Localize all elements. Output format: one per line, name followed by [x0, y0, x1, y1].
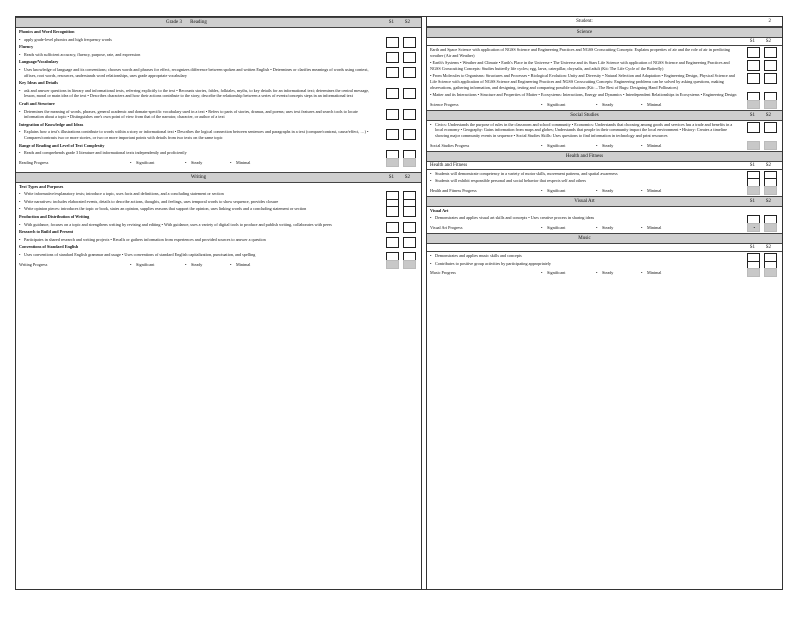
progress-cell-s2[interactable] — [403, 260, 416, 269]
progress-label: Music Progress — [430, 270, 456, 276]
grade-label: Grade 3 — [166, 20, 182, 25]
progress-minimal: Minimal — [647, 142, 662, 148]
bullet-dot: • — [641, 101, 643, 107]
bullet-dot: • — [641, 187, 643, 193]
progress-significant: Significant — [136, 159, 155, 165]
progress-label: Visual Art Progress — [430, 224, 463, 230]
s1-label: S1 — [388, 20, 394, 25]
reading-body — [16, 28, 421, 157]
s1-label: S1 — [749, 112, 755, 118]
standard-item: • Explains how a text's illustrations contribute to words within a story or informational text • Describes the logical connection between sentences and paragraphs in a text (compare/contrast, cause/effect, …) • Compares/contrasts two or more stories, or two or more important points with details from two texts on the same topic — [16, 128, 421, 141]
bullet-dot: • — [130, 159, 132, 165]
standard-row — [427, 46, 782, 59]
s1-label: S1 — [749, 198, 755, 204]
standard-row — [427, 72, 782, 91]
student-header — [427, 17, 782, 27]
grade-box-s1[interactable] — [386, 109, 399, 120]
progress-cell-s1[interactable] — [386, 260, 399, 269]
progress-steady: Steady — [191, 159, 203, 165]
progress-steady: Steady — [602, 187, 614, 193]
standard-item: • apply grade-level phonics and high frequency words — [16, 36, 421, 44]
writing-title: Writing — [190, 174, 207, 180]
standard-row — [16, 149, 421, 157]
progress-cell-s1[interactable] — [747, 186, 760, 195]
visual-art-s1-mark: • — [753, 224, 755, 230]
progress-cell-s2[interactable] — [764, 141, 777, 150]
page-number: 2 — [768, 19, 771, 24]
student-label: Student: — [576, 19, 593, 24]
music-header — [427, 233, 782, 244]
standard-row — [16, 66, 421, 79]
s2-label: S2 — [765, 162, 771, 168]
grade-box-s2[interactable] — [403, 67, 416, 78]
standard-item: • Civics: Understands the purpose of rules in the classroom and school community • Economics: Understands that choosing among goods and services has a trade and benefits in a local economy • Geography: Gains information from maps and globes; Understands that people in their community impact the local environment • History: Creates a timeline showing major community events in sequence • Social Studies Skills: Uses questions to find information in technology and print resources — [427, 121, 782, 140]
grade-box-s1[interactable] — [747, 73, 760, 84]
visual-art-header — [427, 196, 782, 207]
s2-label: S2 — [765, 39, 771, 44]
standard-row — [16, 190, 421, 198]
standard-block: • Matter and its Interactions • Structure and Properties of Matter • Ecosystems: Interactions, Energy and Dynamics • Interdependent Relationships in Ecosystems • Engineering Design — [430, 92, 737, 98]
bullet-dot: • — [596, 224, 598, 230]
music-title: Music — [578, 235, 591, 241]
progress-steady: Steady — [602, 224, 614, 230]
standard-row — [427, 170, 782, 178]
visual-art-body — [427, 214, 782, 222]
progress-steady: Steady — [602, 270, 614, 276]
grade-box-s2[interactable] — [764, 73, 777, 84]
section-label: Conventions of Standard English — [19, 244, 79, 250]
bullet-dot: • — [641, 142, 643, 148]
progress-cell-s1[interactable] — [386, 158, 399, 167]
standard-row — [16, 128, 421, 141]
standard-block: • From Molecules to Organisms: Structures and Processes • Biological Evolution: Unity and Diversity • Natural Selection and Adaptation • Engineering Design, Physical Science and Life Science with application of NGSS Science and Engineering Practices and NGSS Crosscutting Concepts: Engineering problems can be solved by asking questions, making observations, gathering information, and designing, testing and comparing possible solutions (Kit: – The Best of Bugs: Designing Hand Pollinators) — [430, 73, 735, 90]
s1-label: S1 — [388, 174, 394, 180]
standard-item: • ask and answer questions in literary and informational texts, referring explicitly to the text • Recounts stories, fables, folktales, myths, to key details for an informational text; determines the central message, lesson, moral or main idea of the text • Describes characters and how their actions contribute to the story; describe the relationship between a series of events/concepts steps in an informational text — [16, 87, 421, 100]
standard-item: • Write opinion pieces: introduces the topic or book, states an opinion, supplies reasons that support the opinion, uses linking words and a concluding statement or section — [16, 205, 421, 213]
music-sem-header — [427, 244, 782, 252]
progress-label: Writing Progress — [19, 261, 48, 267]
section-label: Fluency — [19, 44, 34, 50]
standard-row — [16, 205, 421, 213]
health-progress-row — [427, 185, 782, 196]
standard-row — [16, 198, 421, 206]
progress-minimal: Minimal — [236, 261, 251, 267]
bullet-dot: • — [130, 261, 132, 267]
social-header — [427, 110, 782, 121]
grade-box-s2[interactable] — [403, 88, 416, 99]
grade-box-s2[interactable] — [403, 129, 416, 140]
reading-header — [16, 17, 421, 28]
progress-steady: Steady — [602, 101, 614, 107]
s2-label: S2 — [404, 20, 410, 25]
progress-steady: Steady — [191, 261, 203, 267]
bullet-dot: • — [596, 101, 598, 107]
grade-box-s1[interactable] — [386, 88, 399, 99]
progress-cell-s2[interactable] — [764, 268, 777, 277]
standard-row — [427, 91, 782, 99]
bullet-dot: • — [596, 270, 598, 276]
section-label: Language/Vocabulary — [19, 59, 59, 65]
progress-significant: Significant — [136, 261, 155, 267]
bullet-dot: • — [541, 224, 543, 230]
progress-significant: Significant — [547, 187, 566, 193]
s1-label: S1 — [749, 162, 755, 168]
progress-cell-s1[interactable] — [747, 268, 760, 277]
bullet-dot: • — [596, 187, 598, 193]
standard-item: • Contributes to positive group activities by participating appropriately — [427, 260, 782, 268]
standard-block: Earth and Space Science with application of NGSS Science and Engineering Practices and NGSS Crosscutting Concepts: Explains properties of air and the role of air in predicting weather (Air and Weather) — [430, 47, 731, 58]
standard-row — [16, 251, 421, 259]
bullet-dot: • — [541, 187, 543, 193]
progress-minimal: Minimal — [647, 101, 662, 107]
health-title: Health and Fitness — [565, 153, 604, 159]
standard-item: • Students will exhibit responsible personal and social behavior that respects self and others — [427, 177, 782, 185]
bullet-dot: • — [641, 224, 643, 230]
grade-box-s1[interactable] — [747, 47, 760, 58]
bullet-dot: • — [230, 159, 232, 165]
section-label: Key Ideas and Details — [19, 80, 58, 86]
left-column — [16, 17, 422, 589]
progress-significant: Significant — [547, 270, 566, 276]
standard-item: • Determines the meaning of words, phrases, general academic and domain-specific vocabulary used in a text • Refers to parts of stories, dramas, and poems; uses text features and search tools to locate information about a topic • Distinguishes one's own point of view from that of the narrator, character, or author of a text — [16, 108, 421, 121]
grade-box-s2[interactable] — [764, 47, 777, 58]
standard-item: • Uses knowledge of language and its conventions; chooses words and phrases for effect, recognizes difference between spoken and written English • Determines or clarifies meanings of words using context, affixes, root words, resources, understands word relationships, uses grade appropriate vocabulary — [16, 66, 421, 79]
visual-art-progress-row — [427, 222, 782, 233]
progress-label: Science Progress — [430, 101, 459, 107]
music-body — [427, 252, 782, 267]
writing-progress-row — [16, 259, 421, 270]
report-card-sheet — [15, 16, 783, 590]
health-sublabel: Health and Fitness — [430, 162, 468, 168]
health-body — [427, 170, 782, 185]
bullet-dot: • — [185, 261, 187, 267]
standard-item: • Reads with sufficient accuracy, fluency, purpose, rate, and expression — [16, 51, 421, 59]
progress-label: Reading Progress — [19, 159, 49, 165]
standard-item: • Demonstrates and applies music skills and concepts — [427, 252, 782, 260]
s2-label: S2 — [404, 174, 410, 180]
section-label: Text Types and Purposes — [19, 183, 64, 189]
standard-item: • Reads and comprehends grade 3 literature and informational texts independently and proficiently — [16, 149, 421, 157]
progress-minimal: Minimal — [647, 187, 662, 193]
grade-box-s1[interactable] — [386, 67, 399, 78]
standard-row — [16, 87, 421, 100]
progress-cell-s2[interactable] — [764, 223, 777, 232]
standard-row — [427, 121, 782, 140]
s2-label: S2 — [765, 244, 771, 250]
bullet-dot: • — [185, 159, 187, 165]
standard-row — [16, 236, 421, 244]
science-title: Science — [576, 30, 593, 35]
s1-label: S1 — [749, 244, 755, 250]
social-progress-row — [427, 140, 782, 151]
progress-minimal: Minimal — [647, 224, 662, 230]
grade-box-s1[interactable] — [386, 129, 399, 140]
standard-row — [427, 214, 782, 222]
standard-item: • Uses conventions of standard English grammar and usage • Uses conventions of standard English capitalization, punctuation, and spelling — [16, 251, 421, 259]
social-title: Social Studies — [570, 112, 599, 118]
standard-row — [427, 252, 782, 260]
science-body — [427, 46, 782, 99]
health-header — [427, 151, 782, 162]
progress-significant: Significant — [547, 101, 566, 107]
standard-row — [427, 260, 782, 268]
bullet-dot: • — [541, 270, 543, 276]
progress-minimal: Minimal — [236, 159, 251, 165]
standard-item: • Participates in shared research and writing projects • Recalls or gathers information from experiences and provided sources to answer a question — [16, 236, 421, 244]
s1-label: S1 — [749, 39, 755, 44]
grade-box-s2[interactable] — [764, 122, 777, 133]
visual-art-sublabel: Visual Art — [430, 207, 449, 213]
standard-row — [427, 177, 782, 185]
grade-box-s1[interactable] — [747, 60, 760, 71]
bullet-dot: • — [230, 261, 232, 267]
section-label: Production and Distribution of Writing — [19, 214, 90, 220]
grade-box-s2[interactable] — [403, 109, 416, 120]
reading-title: Reading — [190, 20, 207, 25]
standard-row — [16, 36, 421, 44]
standard-item: • With guidance, focuses on a topic and strengthens writing by revising and editing • With guidance, uses a variety of digital tools to produce and publish writing, collaborates with peers — [16, 221, 421, 229]
bullet-dot: • — [641, 270, 643, 276]
science-header — [427, 27, 782, 38]
section-label: Research to Build and Present — [19, 229, 74, 235]
standard-item: • Write narratives: includes elaborated events, details to describe actions, thoughts, and feelings, uses temporal words to show sequence, provides closure — [16, 198, 421, 206]
standard-row — [16, 51, 421, 59]
right-column — [426, 17, 782, 589]
progress-label: Social Studies Progress — [430, 142, 470, 148]
progress-cell-s1[interactable] — [747, 100, 760, 109]
grade-box-s2[interactable] — [764, 60, 777, 71]
standard-row — [427, 59, 782, 72]
standard-row — [16, 221, 421, 229]
grade-box-s1[interactable] — [747, 122, 760, 133]
health-sem-header — [427, 162, 782, 170]
progress-significant: Significant — [547, 142, 566, 148]
reading-progress-row — [16, 157, 421, 168]
progress-cell-s2[interactable] — [403, 158, 416, 167]
social-body — [427, 121, 782, 140]
visual-art-title: Visual Art — [574, 198, 595, 204]
standard-item: • Demonstrates and applies visual art skills and concepts • Uses creative process in sharing ideas — [427, 214, 782, 222]
progress-label: Health and Fitness Progress — [430, 187, 477, 193]
writing-header — [16, 172, 421, 183]
section-label: Integration of Knowledge and Ideas — [19, 121, 84, 127]
section-label: Range of Reading and Level of Text Complexity — [19, 142, 105, 148]
progress-minimal: Minimal — [647, 270, 662, 276]
s2-label: S2 — [765, 198, 771, 204]
science-sem-header — [427, 38, 782, 46]
writing-body — [16, 183, 421, 259]
standard-item: • Students will demonstrate competency in a variety of motor skills, movement patterns, and spatial awareness — [427, 170, 782, 178]
progress-significant: Significant — [547, 224, 566, 230]
s2-label: S2 — [765, 112, 771, 118]
standard-item: • Write informative/explanatory texts; introduce a topic, uses facts and definitions, and a concluding statement or section — [16, 190, 421, 198]
progress-cell-s2[interactable] — [764, 186, 777, 195]
section-label: Phonics and Word Recognition — [19, 29, 75, 34]
bullet-dot: • — [596, 142, 598, 148]
progress-cell-s1[interactable] — [747, 141, 760, 150]
section-label: Craft and Structure — [19, 100, 55, 106]
standard-block: • Earth's Systems • Weather and Climate • Earth's Place in the Universe • The Universe and its Stars Life Science with application of NGSS Science and Engineering Practices and NGSS Crosscutting Concepts: Studies butterfly life cycles; egg, larva, caterpillar, chrysalis, and adult (Kit: The Life Cycle of the Butterfly) — [430, 60, 730, 71]
bullet-dot: • — [541, 142, 543, 148]
science-progress-row — [427, 99, 782, 110]
bullet-dot: • — [541, 101, 543, 107]
progress-cell-s2[interactable] — [764, 100, 777, 109]
music-progress-row — [427, 267, 782, 278]
progress-steady: Steady — [602, 142, 614, 148]
standard-row — [16, 108, 421, 121]
